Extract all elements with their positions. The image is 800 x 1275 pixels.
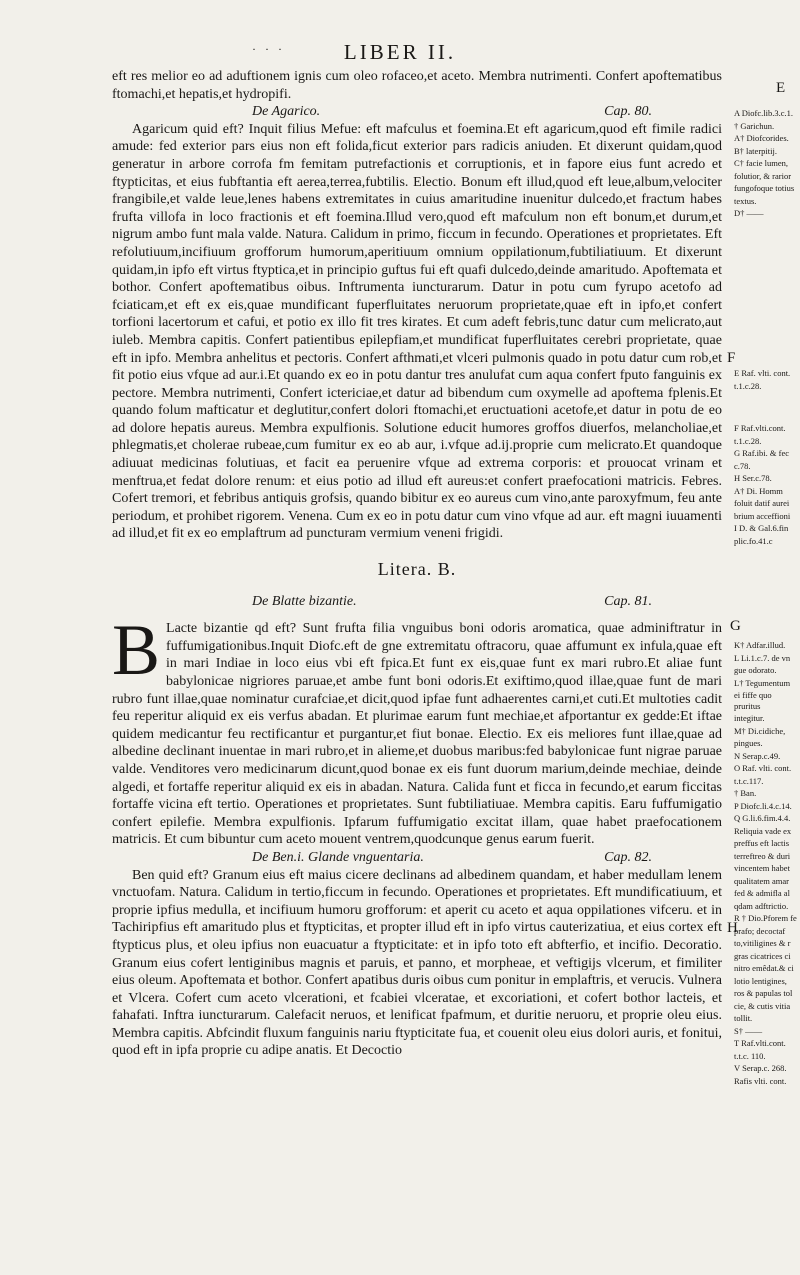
margin-note: c.78.: [734, 460, 751, 471]
chapter-heading-82: [112, 849, 722, 867]
chapter-number: Cap. 81.: [604, 593, 652, 609]
margin-note: tollit.: [734, 1013, 753, 1023]
margin-note: qualitatem amar: [734, 875, 789, 886]
margin-note: cie, & cutis vitia: [734, 1000, 791, 1011]
paragraph-blatte-text: Lacte bizantie qd eft? Sunt frufta filia vnguibus boni odoris aromatica, quae adminiftratur in fuffumigationibus.Inquit Diofc.eft de gne extremitatu oftracoru, quae affumunt ex infula,quae eft in mari Indiae in loco eius vbi eft fpica.Et funt ex eis,quae funt ex mari rubro.Et aliae funt babylonicae nigriores paruae,et ambe funt boni odoris.Et exiftimo,quod illae,quae funt de mari rubro funt illae,quae nominatur curafciae,et dicit,quod ipfae funt adhaerentes carni,et cuti.Et multoties cadit feu reperitur aliquid ex eis verfus abadan. Et plurimae earum funt mechiae,et afportantur ex gedde:Et iftae quidem medicantur feu rectificantur et purgantur,et fiut bonae. Electio. Ex eis meliores funt illae,quae ad albedine declinant inuentae in mari rubro,et in alieme,et duobus maribus:fed babylonicae funt nigrae paruae valde. Venditores vero medicinarum dicunt,quod bonae ex eis funt duorum marium,deinde mechiae, deinde algedi, et fortaffe reperitur aliquid ex eis in abadan. Natura. Calida funt et ficca in fecundo,et earum ficcitas fortaffe vicina eft tertio. Operationes et proprietates. Sunt fubtiliatiuae. Membra capitis. Earu fuffumigatio confert epilefie. Membra expulfionis. Ipfarum fuffumigatio excitat illam, quae habet praefocationem matricis. Et cum bibuntur cum aceto mouent ventrem,quodcunque genus earum fuerit.: [112, 621, 722, 848]
margin-note: L Li.1.c.7. de vn: [734, 652, 791, 663]
margin-note: lotio lentigines,: [734, 975, 787, 986]
margin-note: fed & admifla al: [734, 888, 790, 898]
margin-note: t.t.c.117.: [734, 775, 764, 786]
margin-note: O Raf. vlti. cont.: [734, 763, 792, 773]
margin-note: A† Di. Homm: [734, 485, 783, 496]
chapter-title: De Agarico.: [252, 104, 321, 120]
margin-note: † Ban.: [734, 788, 757, 798]
margin-letter-h: H: [727, 920, 738, 936]
margin-note: I D. & Gal.6.fin: [734, 523, 789, 533]
chapter-number: Cap. 80.: [604, 104, 652, 120]
margin-note: ei fiffe quo pruritus: [734, 690, 772, 711]
margin-note: R † Dio.Pforem fe: [734, 913, 797, 923]
margin-note: Q G.li.6.fim.4.4.: [734, 813, 791, 823]
margin-note: M† Di.cidiche,: [734, 725, 786, 736]
margin-note: V Serap.c. 268.: [734, 1063, 787, 1073]
margin-note: preffus eft lactis: [734, 838, 790, 848]
margin-note: L† Tegumentum: [734, 677, 791, 688]
margin-note: E Raf. vlti. cont.: [734, 368, 791, 378]
paragraph-ben: Ben quid eft? Granum eius eft maius cicere declinans ad albedinem quandam, et haber medullam lenem vnctuofam. Natura. Calidum in tertio,ficcum in fecundo. Operationes et proprietates. Eft mundificatiuum, et proprie ipfius medulla, et incifiuum humoru grofforum: et aperit cu aceto et aqua oppilationes vifceru. et in Tachiripfius eft amaritudo plus et ftypticitas, et propter illud eft in ipfo virtus cauterizatiua, et eius cortex eft ftypticus plus, et oleu ipfius non euacuatur a ftypticitate: et in ipfo toto eft abfterfio, et incifio. Decoratio. Granum eius cofert lentiginibus magnis et paruis, et panno, et morpheae, et veftigijs vlcerum, et fimiliter eius oleum. Apoftemata et bothor. Confert apatibus duris oibus cum ponitur in emplaftris, et verucis. Vulnera et Vlcera. Cofert cum aceto vlcerationi, et fcabiei vlceratae, et excoriationi, et cofert bothor lacteis, et fahafati. Inftra iuncturarum. Calefacit neruos, et lenificat fpafmum, et duritie neruoru, et proprie oleu eius. Membra capitis. Abfcindit fluxum fanguinis nariu ftypticitate fua, et couenit oleu eius dolori auris, et fonitui, quod eft in ipfa proprie cu adipe anatis. Et Decoctio: [112, 867, 722, 1059]
chapter-heading-81: [112, 593, 722, 611]
margin-note: nitro emêdat.& ci: [734, 963, 794, 973]
margin-note: foluit datif aurei: [734, 498, 790, 508]
margin-note: P Diofc.li.4.c.14.: [734, 800, 792, 811]
margin-notes-low: [734, 640, 798, 1088]
paragraph-opening: eft res melior eo ad aduftionem ignis cum oleo rofaceo,et aceto. Membra nutrimenti. Confert apoftematibus ftomachi,et hepatis,et hydropifi.: [112, 69, 722, 102]
margin-note: D† ——: [734, 208, 764, 218]
margin-note: A† Diofcorides.: [734, 133, 789, 143]
margin-letter-f: F: [727, 350, 736, 366]
margin-notes-mid: [734, 368, 798, 548]
margin-note: † Garichun.: [734, 120, 775, 131]
margin-note: prafo; decoctaf: [734, 925, 786, 936]
margin-note: S† ——: [734, 1025, 763, 1036]
margin-note: G Raf.ibi. & fec: [734, 448, 789, 458]
margin-letter-g: G: [730, 618, 741, 634]
margin-note: K† Adfar.illud.: [734, 640, 786, 650]
margin-note: T Raf.vlti.cont.: [734, 1038, 786, 1048]
margin-letter-e: E: [776, 80, 786, 96]
margin-note: t.1.c.28.: [734, 380, 762, 391]
chapter-title: De Blatte bizantie.: [252, 593, 357, 609]
drop-cap: B: [112, 610, 161, 691]
running-header: [0, 40, 800, 65]
section-title: Litera. B.: [377, 559, 457, 580]
margin-note: pingues.: [734, 738, 763, 748]
margin-note: t.1.c.28.: [734, 435, 762, 446]
margin-note: vincentem habet: [734, 863, 790, 873]
margin-notes-top: [734, 108, 798, 221]
margin-note: folutior, & rarior: [734, 170, 792, 181]
margin-note: fungofoque totius: [734, 183, 795, 193]
margin-note: gras cicatrices ci: [734, 950, 791, 961]
margin-note: N Serap.c.49.: [734, 750, 781, 761]
page-title: LIBER II.: [343, 40, 457, 64]
chapter-title: De Ben.i. Glande vnguentaria.: [252, 849, 424, 865]
margin-note: integitur.: [734, 713, 765, 723]
margin-note: to,vitiligines & r: [734, 938, 791, 948]
main-text: [112, 68, 722, 1060]
margin-note: B† laterpitij.: [734, 145, 777, 156]
paragraph-blatte: [112, 610, 722, 849]
margin-note: H Ser.c.78.: [734, 473, 772, 483]
margin-note: gue odorato.: [734, 665, 777, 675]
margin-note: Reliquia vade ex: [734, 825, 792, 836]
margin-note: textus.: [734, 195, 757, 206]
margin-note: terreftreo & duri: [734, 850, 791, 861]
chapter-heading-80: [112, 103, 722, 121]
margin-note: t.t.c. 110.: [734, 1050, 766, 1061]
paragraph-agaricum: Agaricum quid eft? Inquit filius Mefue: eft mafculus et foemina.Et eft agaricum,quod eft fimile radici amude: fed exterior pars eius non eft folida,ficut exterior pars radicis aniuden. Et dixerunt quidam,quod generatur in arbore corrofa fm femitam putrefactionis et corruptionis, et in fapore eius funt acredo et ftypticitas, et eius fubftantia eft aerea,terrea,fubtilis. Electio. Bonum eft illud,quod eft leue,album,velociter frangibile,et valde leue,lenes habens extremitates in cuius amaritudine inuenitur dulcedo,et fractum habes frufta villofa in loco fractionis et eft foemina.Illud vero,quod eft mafculum non eft bonum,et durum,et nigrum ambo funt mala valde. Natura. Calidum in primo, ficcum in fecundo. Operationes et proprietates. Eft refolutiuum,incifiuum grofforum humorum,aperitiuum omnium oppilationum,fubtiliatiuum. Et dixerunt quidam,in ipfo eft virtus ftyptica,et in principio guftus fui eft quafi dulcedo,deinde amaritudo. Apoftemata et bothor. Confert apoftematibus oibus. Inftrumenta iuncturarum. Datur in potu cum fyrupo acetofo ad fciaticam,et eft ex eis,quae mundificant fuperfluitates neruorum proprietate,quae eft in ipfo,et confert torfioni lacertorum et cafui, et potio ex illo fit tres kirates. Et cum adeft febris,tunc datur cum melicrato,aut iuleb. Membra capitis. Confert patientibus epilepfiam,et mundificat fuperfluitates cerebri proprietate, quae eft in ipfo. Membra anhelitus et pectoris. Confert afthmati,et vlceri pulmonis quado in potu datur cum rob,et fit potio eius vfque ad aur.i.Et quando ex eo in potu dantur tres anulufat cum aqua confert fputo fanguinis ex pectore. Membra nutrimenti, Confert ictericiae,et datur ad bibendum cum oxymelle ad apoftema fplenis.Et quando folum mafticatur et deglutitur,confert dolori ftomachi,et eructuationi acetofe,et datur in potu de eo ad dolore hepatis aureus. Membra expulfionis. Solutione educit humores groffos diuerfos, melancholiae,et phlegmatis,et cholerae rubeae,cum fumitur ex eo ab aur, i.vfque ad.ij.proprie cum melicrato.Et quandoque adiuuat medicinas folutiuas, et facit ea peruenire vfque ad extrema corporis: et prouocat vrinam et menftrua,et fedat dolore renum: et eius potio ad illud eft aureus:et confert praefocationi matricis. Febres. Cofert tremori, et febribus antiquis grofsis, quando bibitur ex eo aureus cum vino,ante paroxyfmum, feu ante periodum, et prohibet rigorem. Venena. Cum ex eo in potu datur cum vino vfque ad aur. eft magni iuuamenti ad illud,et fit ex eo emplaftrum ad puncturam vermium veneni frigidi.: [112, 121, 722, 542]
margin-note: A Diofc.lib.3.c.1.: [734, 108, 794, 118]
margin-note: F Raf.vlti.cont.: [734, 423, 786, 433]
margin-note: Rafis vlti. cont.: [734, 1075, 787, 1086]
margin-note: plic.fo.41.c: [734, 535, 773, 546]
margin-note: C† facie lumen,: [734, 158, 789, 168]
margin-note: qdam adftrictio.: [734, 900, 789, 911]
margin-note: brium acceffioni: [734, 510, 791, 521]
chapter-number: Cap. 82.: [604, 849, 652, 865]
margin-note: ros & papulas tol: [734, 988, 793, 998]
header-ornament: · · ·: [252, 42, 285, 56]
